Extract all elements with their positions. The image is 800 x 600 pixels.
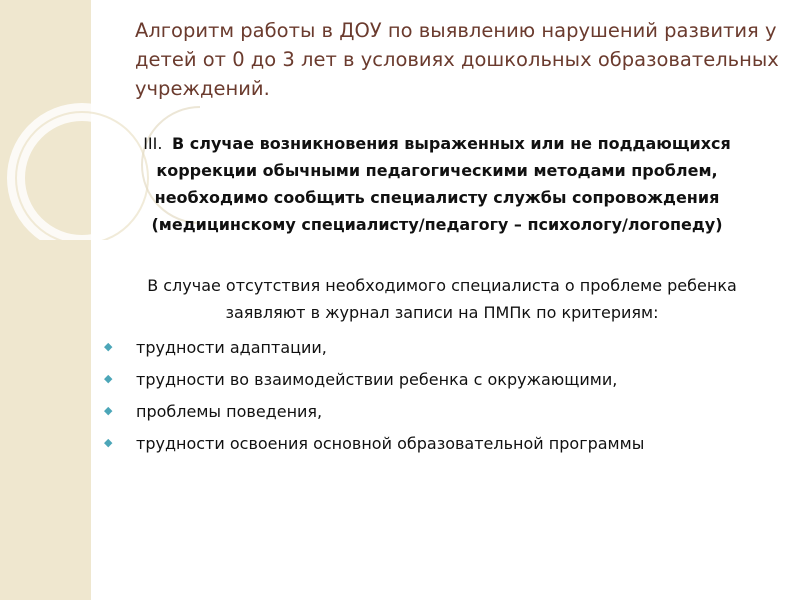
list-item-text: трудности освоения основной образовательной программы [136, 434, 645, 453]
diamond-bullet-icon: ◆ [104, 404, 113, 417]
list-item-text: трудности адаптации, [136, 338, 327, 357]
diamond-bullet-icon: ◆ [104, 436, 113, 449]
slide-title: Алгоритм работы в ДОУ по выявлению нарушений развития у детей от 0 до 3 лет в условиях дошкольных образовательных учреждений. [135, 19, 779, 100]
section-number: III. [143, 134, 163, 153]
list-item-text: трудности во взаимодействии ребенка с окружающими, [136, 370, 618, 389]
intro-paragraph: В случае отсутствия необходимого специалиста о проблеме ребенка заявляют в журнал записи на ПМПк по критериям: [147, 276, 737, 322]
list-item [104, 333, 794, 365]
criteria-list [104, 333, 794, 461]
list-item-text: проблемы поведения, [136, 402, 323, 421]
list-item [104, 429, 794, 461]
section-heading-text: В случае возникновения выраженных или не поддающихся коррекции обычными педагогическими методами проблем, необходимо сообщить специалисту службы сопровождения (медицинскому специалисту/педагогу – психологу/логопеду) [151, 134, 731, 234]
list-item [104, 397, 794, 429]
section-heading [133, 130, 741, 238]
list-item [104, 365, 794, 397]
diamond-bullet-icon: ◆ [104, 340, 113, 353]
diamond-bullet-icon: ◆ [104, 372, 113, 385]
